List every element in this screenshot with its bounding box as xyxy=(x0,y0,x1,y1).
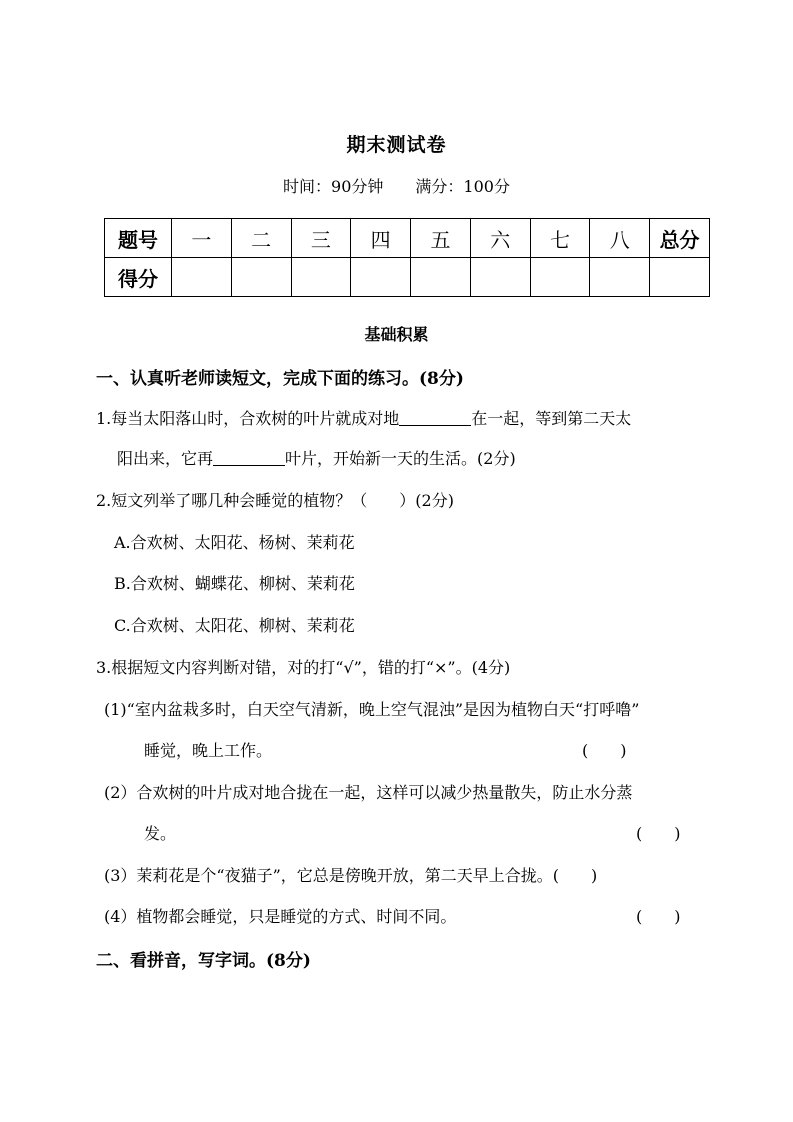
question-1-heading: 一、认真听老师读短文，完成下面的练习。(8分) xyxy=(96,369,464,389)
score-table xyxy=(104,218,710,297)
question-1-1-line-2 xyxy=(117,446,516,469)
score-cell[interactable] xyxy=(172,258,232,297)
judge-1-line-1: (1)“室内盆栽多时，白天空气清新，晚上空气混浊”是因为植物白天“打呼噜” xyxy=(104,700,640,719)
q1-1-text-b: 在一起，等到第二天太 xyxy=(471,409,632,428)
score-header-cell: 题号 xyxy=(105,219,172,258)
full-score: 满分：100分 xyxy=(415,177,510,196)
judge-1-line-2: 睡觉，晚上工作。 xyxy=(144,741,273,760)
question-1-3: 3.根据短文内容判断对错，对的打“√”，错的打“×”。(4分) xyxy=(96,658,511,677)
question-1-2: 2.短文列举了哪几种会睡觉的植物？（ ）(2分) xyxy=(96,491,454,510)
time-limit: 时间：90分钟 xyxy=(283,177,384,196)
score-header-cell: 一 xyxy=(172,219,232,258)
score-header-cell: 八 xyxy=(590,219,650,258)
option-b[interactable]: B.合欢树、蝴蝶花、柳树、茉莉花 xyxy=(114,574,355,593)
score-header-cell: 四 xyxy=(351,219,411,258)
score-table-score-row xyxy=(105,258,710,297)
answer-paren[interactable]: ( ) xyxy=(636,907,681,926)
score-cell[interactable] xyxy=(351,258,411,297)
option-a[interactable]: A.合欢树、太阳花、杨树、茉莉花 xyxy=(114,533,355,552)
q1-1-text-a: 1.每当太阳落山时，合欢树的叶片就成对地 xyxy=(96,409,400,428)
score-cell[interactable] xyxy=(231,258,291,297)
score-cell[interactable] xyxy=(650,258,710,297)
q1-1-text-d: 叶片，开始新一天的生活。(2分) xyxy=(285,449,516,468)
answer-paren[interactable]: ( ) xyxy=(636,824,681,843)
answer-paren[interactable]: ( ) xyxy=(582,741,627,760)
score-cell[interactable] xyxy=(470,258,530,297)
fill-blank[interactable] xyxy=(213,449,285,466)
page-title: 期末测试卷 xyxy=(346,134,447,156)
score-table-header-row xyxy=(105,219,710,258)
fill-blank[interactable] xyxy=(399,409,471,426)
exam-info xyxy=(0,174,793,197)
score-header-cell: 六 xyxy=(470,219,530,258)
score-cell[interactable] xyxy=(590,258,650,297)
score-row-label: 得分 xyxy=(105,258,172,297)
score-cell[interactable] xyxy=(530,258,590,297)
judge-3: (3）茉莉花是个“夜猫子”，它总是傍晚开放，第二天早上合拢。( ) xyxy=(104,866,598,885)
score-header-cell: 七 xyxy=(530,219,590,258)
option-c[interactable]: C.合欢树、太阳花、柳树、茉莉花 xyxy=(114,616,355,635)
judge-2-line-1: (2）合欢树的叶片成对地合拢在一起，这样可以减少热量散失，防止水分蒸 xyxy=(104,783,633,802)
judge-4: (4）植物都会睡觉，只是睡觉的方式、时间不同。 xyxy=(104,907,457,926)
score-header-cell: 五 xyxy=(411,219,471,258)
q1-1-text-c: 阳出来，它再 xyxy=(117,449,214,468)
question-2-heading: 二、看拼音，写字词。(8分) xyxy=(96,951,311,971)
judge-2-line-2: 发。 xyxy=(144,824,177,843)
score-header-cell: 二 xyxy=(231,219,291,258)
question-1-1-line-1 xyxy=(96,406,631,429)
score-header-cell: 总分 xyxy=(650,219,710,258)
section-title: 基础积累 xyxy=(364,325,429,344)
score-cell[interactable] xyxy=(291,258,351,297)
score-cell[interactable] xyxy=(411,258,471,297)
score-header-cell: 三 xyxy=(291,219,351,258)
